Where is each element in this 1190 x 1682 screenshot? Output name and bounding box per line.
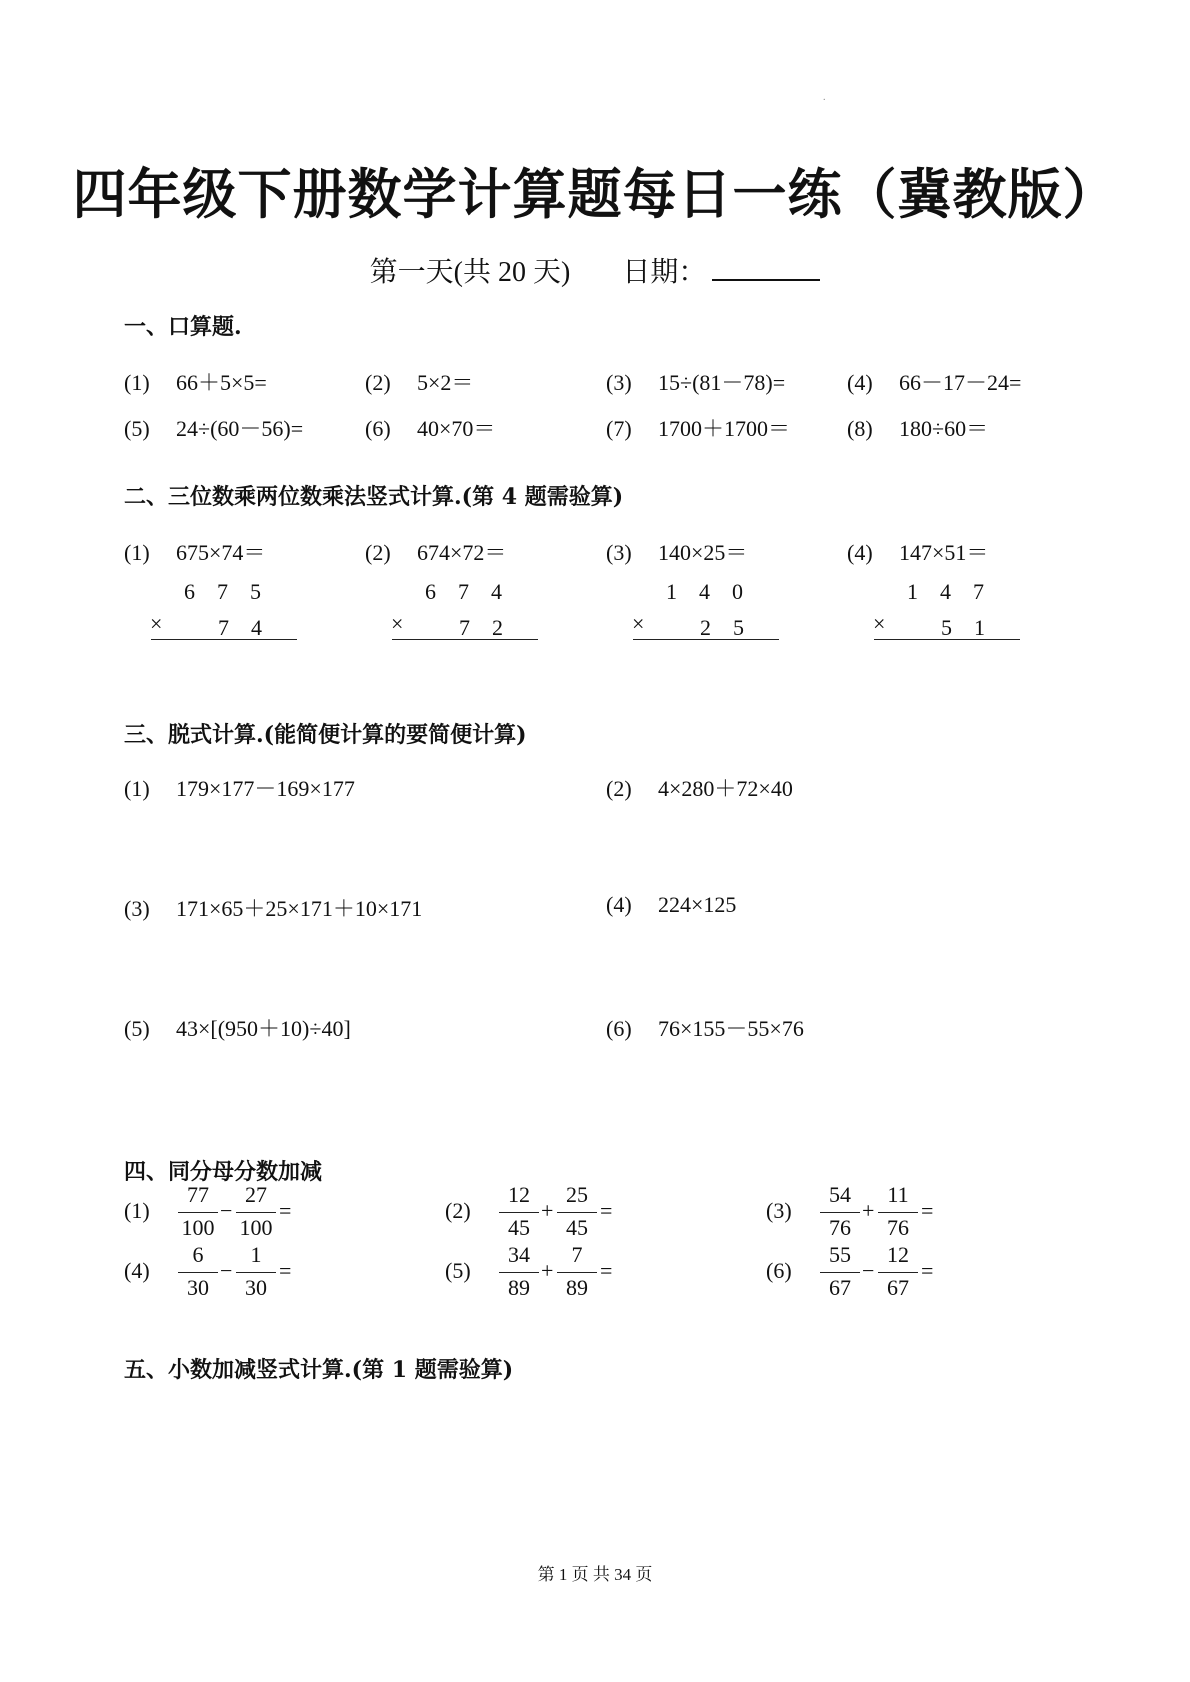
step-item — [606, 892, 736, 918]
multiplication-item — [124, 536, 265, 567]
fraction-bar — [878, 1212, 918, 1213]
item-expression: 179×177－169×177 — [176, 776, 355, 801]
vertical-bottom-operand: 5 1 — [941, 615, 986, 640]
item-expression: 5×2＝ — [417, 370, 474, 395]
vertical-rule — [633, 639, 779, 640]
page-footer: 第 1 页 共 34 页 — [537, 1565, 653, 1584]
equals-sign: = — [279, 1258, 292, 1283]
fraction-numerator: 77 — [187, 1182, 209, 1207]
section-heading-oral: 一、口算题. — [124, 314, 242, 340]
oral-item — [606, 412, 790, 443]
item-expression: 147×51＝ — [899, 540, 989, 565]
item-expression: 40×70＝ — [417, 416, 496, 441]
stray-dot: . — [823, 92, 826, 103]
multiply-sign: × — [632, 611, 645, 636]
item-expression: 24÷(60－56)= — [176, 416, 304, 441]
fraction-item-number: (6) — [766, 1258, 792, 1283]
fraction-numerator: 11 — [887, 1182, 909, 1207]
fraction-operator: + — [541, 1258, 554, 1283]
vertical-top-operand: 1 4 7 — [907, 579, 985, 604]
fraction-item-number: (2) — [445, 1198, 471, 1223]
fraction — [499, 1182, 539, 1248]
item-number: (3) — [124, 896, 150, 921]
item-number: (1) — [124, 370, 150, 395]
fraction-denominator: 76 — [887, 1215, 909, 1240]
item-number: (1) — [124, 540, 150, 565]
item-number: (2) — [606, 776, 632, 801]
vertical-bottom-operand: 7 2 — [459, 615, 504, 640]
item-expression: 224×125 — [658, 892, 737, 917]
fraction-numerator: 54 — [829, 1182, 851, 1207]
item-number: (3) — [606, 540, 632, 565]
vertical-top-operand: 1 4 0 — [666, 579, 744, 604]
fraction-operator: + — [862, 1198, 875, 1223]
fraction-bar — [236, 1212, 276, 1213]
item-expression: 66－17－24= — [899, 370, 1022, 395]
fraction-denominator: 100 — [239, 1215, 273, 1240]
multiply-sign: × — [873, 611, 886, 636]
item-number: (3) — [606, 370, 632, 395]
item-expression: 1700＋1700＝ — [658, 416, 791, 441]
fraction-operator: − — [220, 1258, 233, 1283]
fraction-bar — [557, 1272, 597, 1273]
fraction — [178, 1242, 218, 1308]
oral-item — [365, 412, 495, 443]
step-item — [124, 1012, 351, 1043]
fraction-denominator: 30 — [187, 1275, 209, 1300]
fraction-bar — [178, 1272, 218, 1273]
fraction-bar — [236, 1272, 276, 1273]
fraction-bar — [499, 1212, 539, 1213]
item-expression: 66＋5×5= — [176, 370, 267, 395]
vertical-bottom-operand: 7 4 — [218, 615, 263, 640]
vertical-rule — [151, 639, 297, 640]
date-label: 日期： — [622, 257, 707, 288]
multiplication-item — [847, 536, 988, 567]
item-expression: 675×74＝ — [176, 540, 266, 565]
fraction-bar — [178, 1212, 218, 1213]
fraction-item-number: (3) — [766, 1198, 792, 1223]
fraction-item-number: (5) — [445, 1258, 471, 1283]
item-number: (4) — [606, 892, 632, 917]
fraction-numerator: 6 — [192, 1242, 204, 1267]
fraction-numerator: 25 — [566, 1182, 588, 1207]
item-number: (5) — [124, 416, 150, 441]
day-label: 第一天(共 20 天) — [369, 257, 571, 288]
item-number: (2) — [365, 370, 391, 395]
fraction-numerator: 55 — [829, 1242, 851, 1267]
fraction-denominator: 67 — [887, 1275, 909, 1300]
oral-item — [847, 412, 988, 443]
fraction-bar — [820, 1212, 860, 1213]
vertical-top-operand: 6 7 4 — [425, 579, 503, 604]
fraction — [499, 1242, 539, 1308]
item-expression: 43×[(950＋10)÷40] — [176, 1016, 351, 1041]
item-expression: 4×280＋72×40 — [658, 776, 793, 801]
fraction-denominator: 76 — [829, 1215, 851, 1240]
fraction-operator: − — [862, 1258, 875, 1283]
step-item — [124, 772, 355, 803]
equals-sign: = — [600, 1198, 613, 1223]
date-blank-line[interactable] — [712, 255, 820, 281]
section-heading-vertical-multiplication: 二、三位数乘两位数乘法竖式计算.(第 4 题需验算) — [124, 484, 624, 510]
fraction-denominator: 30 — [245, 1275, 267, 1300]
item-expression: 140×25＝ — [658, 540, 748, 565]
fraction-numerator: 34 — [508, 1242, 530, 1267]
item-number: (5) — [124, 1016, 150, 1041]
fraction-numerator: 12 — [887, 1242, 909, 1267]
item-expression: 15÷(81－78)= — [658, 370, 786, 395]
equals-sign: = — [921, 1258, 934, 1283]
fraction — [178, 1182, 218, 1248]
fraction — [878, 1242, 918, 1308]
multiply-sign: × — [150, 611, 163, 636]
vertical-rule — [392, 639, 538, 640]
vertical-bottom-operand: 2 5 — [700, 615, 745, 640]
item-expression: 171×65＋25×171＋10×171 — [176, 896, 423, 921]
fraction — [878, 1182, 918, 1248]
fraction — [820, 1242, 860, 1308]
oral-item — [365, 366, 473, 397]
fraction-numerator: 7 — [571, 1242, 583, 1267]
page-title: 四年级下册数学计算题每日一练（冀教版） — [72, 162, 1118, 226]
fraction-bar — [820, 1272, 860, 1273]
fraction-numerator: 12 — [508, 1182, 530, 1207]
equals-sign: = — [600, 1258, 613, 1283]
fraction — [236, 1182, 276, 1248]
item-number: (6) — [606, 1016, 632, 1041]
section-heading-fraction-add-subtract: 四、同分母分数加减 — [124, 1159, 323, 1185]
fraction-operator: − — [220, 1198, 233, 1223]
section-heading-step-calculation: 三、脱式计算.(能简便计算的要简便计算) — [124, 722, 527, 748]
fraction-item-number: (4) — [124, 1258, 150, 1283]
equals-sign: = — [921, 1198, 934, 1223]
fraction-numerator: 1 — [250, 1242, 262, 1267]
oral-item — [124, 366, 267, 397]
fraction-denominator: 45 — [508, 1215, 530, 1240]
fraction — [236, 1242, 276, 1308]
fraction — [557, 1242, 597, 1308]
item-expression: 180÷60＝ — [899, 416, 989, 441]
item-expression: 674×72＝ — [417, 540, 507, 565]
step-item — [606, 772, 793, 803]
item-number: (8) — [847, 416, 873, 441]
fraction-denominator: 67 — [829, 1275, 851, 1300]
item-number: (1) — [124, 776, 150, 801]
item-number: (4) — [847, 370, 873, 395]
oral-item — [124, 412, 303, 443]
step-item — [124, 892, 422, 923]
multiplication-item — [606, 536, 747, 567]
fraction-operator: + — [541, 1198, 554, 1223]
fraction-denominator: 45 — [566, 1215, 588, 1240]
item-number: (4) — [847, 540, 873, 565]
fraction-numerator: 27 — [245, 1182, 267, 1207]
fraction — [820, 1182, 860, 1248]
fraction-denominator: 89 — [566, 1275, 588, 1300]
page-subtitle — [0, 250, 1190, 290]
fraction-denominator: 89 — [508, 1275, 530, 1300]
multiplication-item — [365, 536, 506, 567]
fraction-item-number: (1) — [124, 1198, 150, 1223]
fraction — [557, 1182, 597, 1248]
vertical-top-operand: 6 7 5 — [184, 579, 262, 604]
equals-sign: = — [279, 1198, 292, 1223]
step-item — [606, 1012, 804, 1043]
oral-item — [847, 366, 1021, 397]
item-number: (2) — [365, 540, 391, 565]
fraction-bar — [878, 1272, 918, 1273]
multiply-sign: × — [391, 611, 404, 636]
item-number: (6) — [365, 416, 391, 441]
vertical-rule — [874, 639, 1020, 640]
section-heading-decimal-vertical: 五、小数加减竖式计算.(第 1 题需验算) — [124, 1357, 514, 1383]
fraction-denominator: 100 — [181, 1215, 215, 1240]
oral-item — [606, 366, 785, 397]
item-number: (7) — [606, 416, 632, 441]
fraction-bar — [499, 1272, 539, 1273]
item-expression: 76×155－55×76 — [658, 1016, 804, 1041]
fraction-bar — [557, 1212, 597, 1213]
